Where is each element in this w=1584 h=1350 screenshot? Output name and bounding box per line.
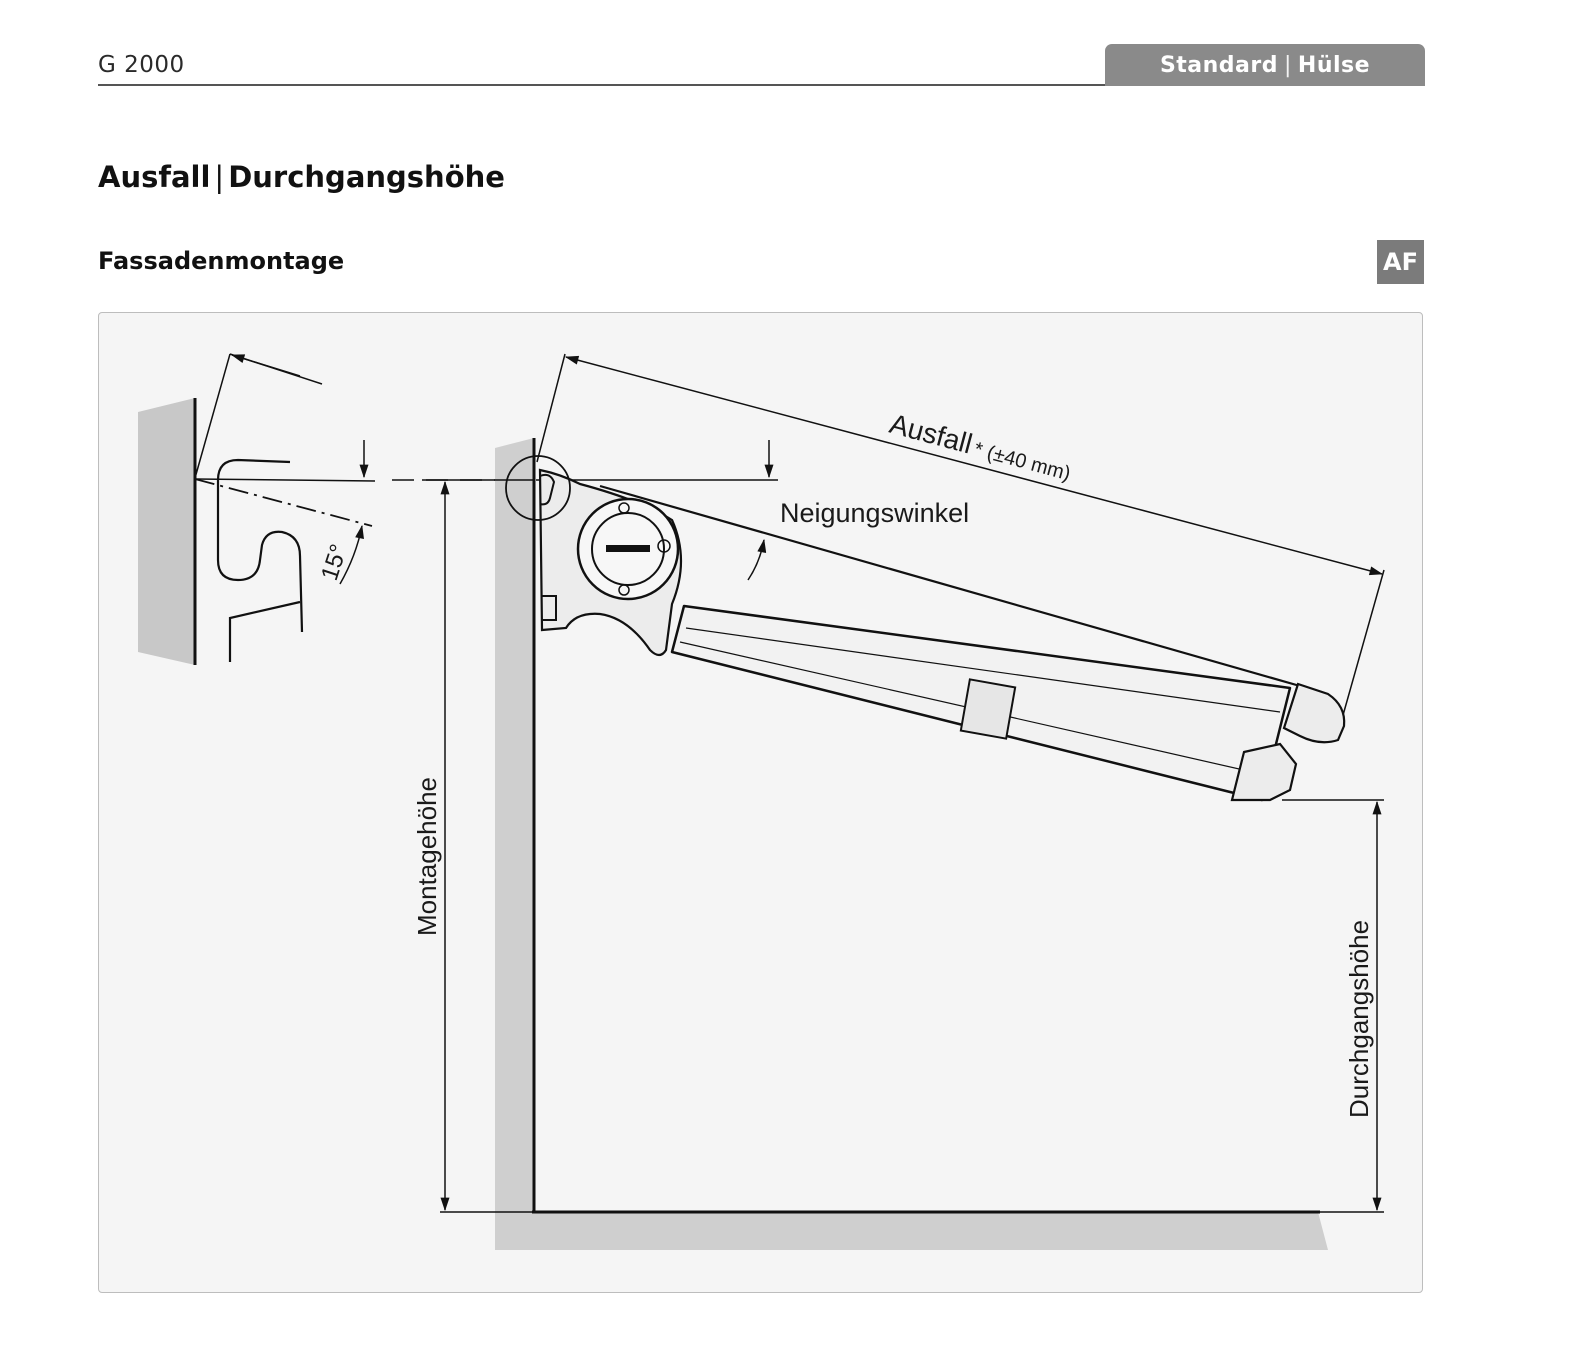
ausfall-label-group xyxy=(886,408,1074,486)
front-profile xyxy=(1284,684,1344,742)
bracket-detail xyxy=(138,354,375,665)
tab-standard-label: Standard xyxy=(1159,52,1278,78)
roller-tube-slot xyxy=(606,545,650,552)
durchgang-label: Durchgangshöhe xyxy=(1344,919,1374,1118)
bracket-foot xyxy=(230,602,300,662)
detail-angle-line xyxy=(195,479,372,526)
arm-joint xyxy=(961,679,1015,738)
section-title-ausfall: Ausfall xyxy=(98,160,211,194)
detail-dim-arrow xyxy=(232,355,300,376)
tab-huelse-label: Hülse xyxy=(1297,52,1371,78)
main-diagram xyxy=(412,354,1384,1250)
ausfall-ext-left xyxy=(537,354,565,462)
ausfall-dimension xyxy=(566,357,1382,574)
detail-ext-line xyxy=(195,354,230,478)
bracket-profile xyxy=(218,460,302,632)
section-title-separator: | xyxy=(214,160,225,194)
neigung-arrow-bottom xyxy=(748,540,764,580)
subsection-title: Fassadenmontage xyxy=(98,247,345,275)
product-title: G 2000 xyxy=(98,52,185,78)
montage-label: Montagehöhe xyxy=(412,776,442,936)
angle-label: 15° xyxy=(316,540,353,584)
neigung-label: Neigungswinkel xyxy=(780,498,970,528)
section-title-durchgang: Durchgangshöhe xyxy=(228,160,505,194)
mounting-badge: AF xyxy=(1377,240,1424,284)
ausfall-label: Ausfall* (±40 mm) xyxy=(886,407,1073,486)
detail-wall xyxy=(138,398,195,665)
detail-horizontal xyxy=(195,479,375,481)
tab-separator: | xyxy=(1284,52,1292,78)
